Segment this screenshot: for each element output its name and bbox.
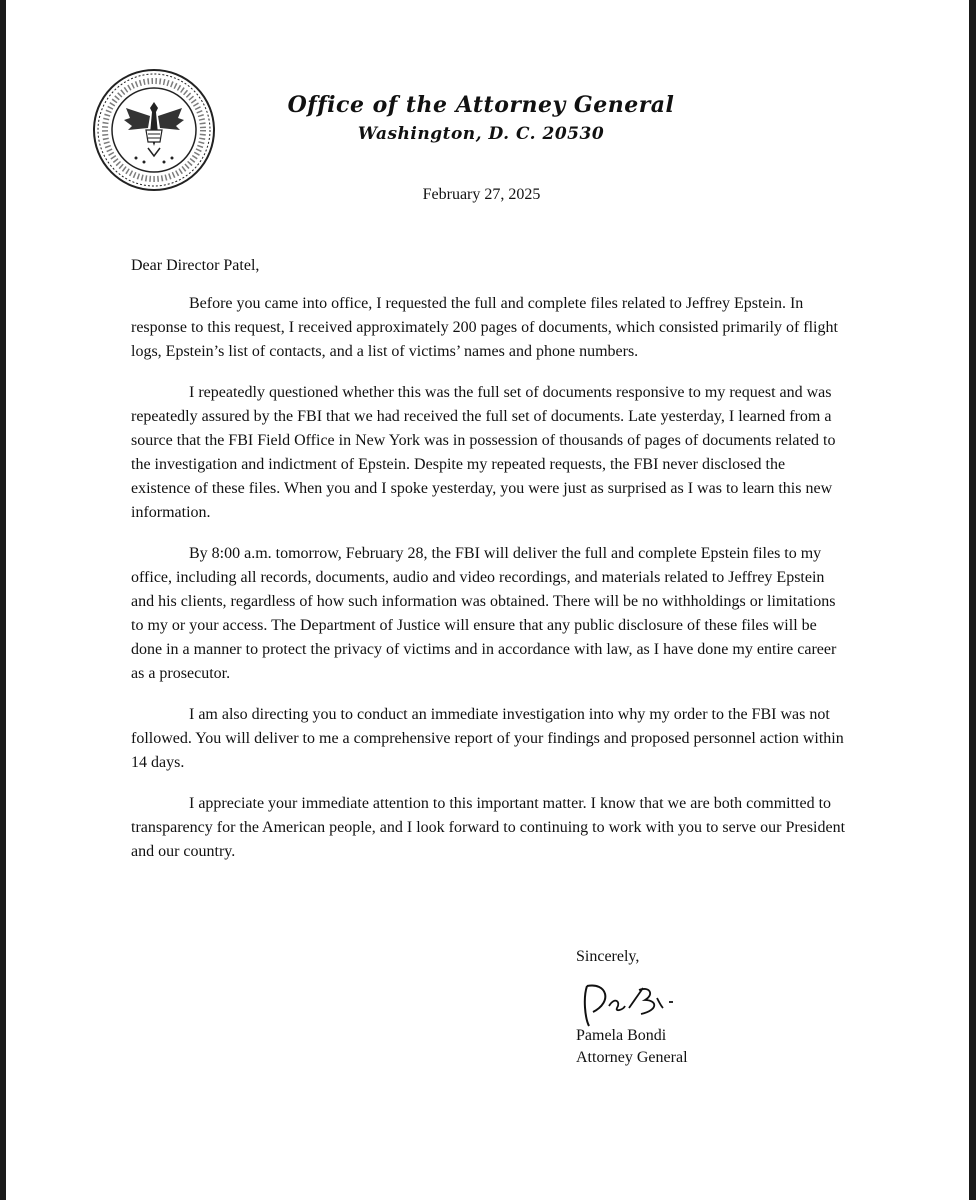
closing: Sincerely, xyxy=(576,948,640,965)
letterhead-title: Office of the Attorney General xyxy=(287,92,675,118)
paragraph-4: I am also directing you to conduct an immediate investigation into why my order to the FBI was not followed. You will deliver to me a comprehensive report of your findings and proposed personnel action within 14 days. xyxy=(131,706,844,771)
letter-page xyxy=(6,0,969,1200)
letterhead-address: Washington, D. C. 20530 xyxy=(357,124,605,144)
handwritten-signature xyxy=(579,968,709,1028)
signer-title: Attorney General xyxy=(576,1049,688,1066)
paragraph-2: I repeatedly questioned whether this was the full set of documents responsive to my request and was repeatedly assured by the FBI that we had received the full set of documents. Late yesterday, I learned from a source that the FBI Field Office in New York was in possession of thousands of pages of documents related to the investigation and indictment of Epstein. Despite my repeated requests, the FBI never disclosed the existence of these files. When you and I spoke yesterday, you were just as surprised as I was to learn this new information. xyxy=(131,384,836,521)
signer-name: Pamela Bondi xyxy=(576,1027,667,1044)
letter-body xyxy=(131,254,846,881)
paragraph-5: I appreciate your immediate attention to this important matter. I know that we are both committed to transparency for the American people, and I look forward to continuing to work with you to serve our President and our country. xyxy=(131,795,846,860)
paragraph-1: Before you came into office, I requested the full and complete files related to Jeffrey Epstein. In response to this request, I received approximately 200 pages of documents, which consisted primarily of flight logs, Epstein’s list of contacts, and a list of victims’ names and phone numbers. xyxy=(131,295,838,360)
paragraph-3: By 8:00 a.m. tomorrow, February 28, the FBI will deliver the full and complete Epstein files to my office, including all records, documents, audio and video recordings, and materials related to Jeffrey Epstein and his clients, regardless of how such information was obtained. There will be no withholdings or limitations to my or your access. The Department of Justice will ensure that any public disclosure of these files will be done in a manner to protect the privacy of victims and in accordance with law, as I have done my entire career as a prosecutor. xyxy=(131,545,837,682)
letter-date: February 27, 2025 xyxy=(422,186,541,203)
letter-date-row xyxy=(6,186,969,204)
department-of-justice-seal-icon xyxy=(92,68,216,192)
salutation: Dear Director Patel, xyxy=(131,257,260,274)
letterhead xyxy=(221,92,741,144)
